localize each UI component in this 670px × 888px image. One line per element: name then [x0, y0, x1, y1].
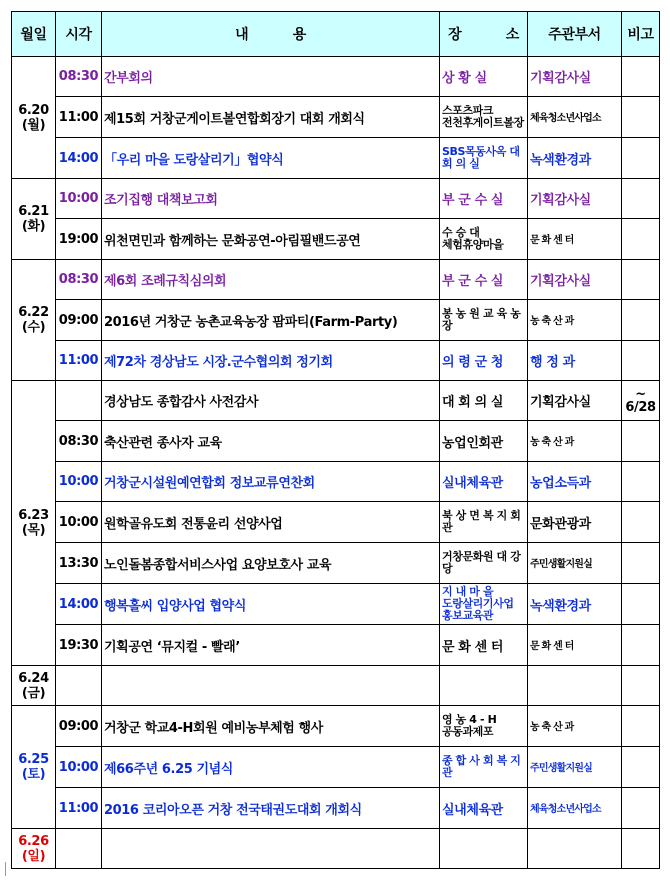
note-cell — [622, 666, 660, 706]
place-text: 실내체육관 — [442, 802, 503, 818]
content-text: 원학골유도회 전통윤리 선양사업 — [104, 516, 283, 532]
note-cell — [622, 584, 660, 625]
content-text: 기획공연 ‘뮤지컬 - 빨래’ — [104, 639, 240, 655]
content-cell — [102, 462, 440, 502]
dept-cell — [528, 747, 622, 788]
note-text: ~ 6/28 — [625, 386, 656, 415]
table-row — [12, 666, 660, 706]
corner-mark-right — [664, 862, 670, 876]
place-cell — [440, 421, 528, 462]
content-cell — [102, 829, 440, 869]
table-row — [12, 543, 660, 584]
dept-text: 문 화 센 터 — [530, 235, 574, 246]
content-cell — [102, 260, 440, 300]
time-text: 13:30 — [58, 555, 99, 571]
dept-text: 농 축 산 과 — [530, 316, 574, 327]
place-cell — [440, 666, 528, 706]
place-text: 영 농 4 - H 공동과제포 — [442, 713, 497, 738]
time-text: 08:30 — [58, 433, 99, 449]
time-text: 08:30 — [58, 272, 99, 287]
date-label: 6.20 — [18, 102, 49, 118]
dept-cell — [528, 260, 622, 300]
content-cell — [102, 381, 440, 421]
note-cell — [622, 219, 660, 260]
place-cell — [440, 829, 528, 869]
date-label: 6.26 — [18, 833, 49, 849]
table-row — [12, 502, 660, 543]
dept-cell — [528, 706, 622, 747]
note-cell — [622, 747, 660, 788]
date-cell — [12, 706, 56, 829]
content-text: 제6회 조례규칙심의회 — [104, 274, 227, 289]
place-cell — [440, 747, 528, 788]
date-cell — [12, 260, 56, 381]
dept-cell — [528, 381, 622, 421]
weekday-label: (수) — [21, 320, 46, 335]
place-cell — [440, 219, 528, 260]
schedule-table — [11, 11, 660, 869]
table-row — [12, 747, 660, 788]
content-cell — [102, 300, 440, 341]
header-date: 월일 — [12, 12, 56, 57]
dept-text: 기획감사실 — [530, 395, 591, 410]
dept-cell — [528, 300, 622, 341]
place-cell — [440, 138, 528, 179]
dept-cell — [528, 829, 622, 869]
header-content: 내 용 — [102, 12, 440, 57]
content-cell — [102, 502, 440, 543]
table-row — [12, 788, 660, 829]
place-cell — [440, 462, 528, 502]
weekday-label: (금) — [21, 685, 46, 701]
date-label: 6.24 — [18, 670, 49, 686]
table-row — [12, 138, 660, 179]
note-cell — [622, 543, 660, 584]
time-cell — [56, 341, 102, 381]
dept-text: 농업소득과 — [530, 476, 591, 491]
date-cell — [12, 381, 56, 666]
content-text: 제15회 거창군게이트볼연합회장기 대회 개회식 — [104, 111, 365, 127]
note-cell — [622, 341, 660, 381]
dept-cell — [528, 421, 622, 462]
content-text: 2016 코리아오픈 거창 전국태권도대회 개회식 — [104, 802, 362, 818]
content-text: 거창군시설원예연합회 정보교류연찬회 — [104, 476, 315, 491]
note-cell — [622, 300, 660, 341]
place-text: 수 승 대 체험휴양마을 — [442, 226, 504, 251]
place-text: 북 상 면 복 지 회 관 — [442, 509, 521, 534]
table-row — [12, 97, 660, 138]
table-row — [12, 381, 660, 421]
time-cell — [56, 179, 102, 219]
content-text: 제66주년 6.25 기념식 — [104, 761, 233, 777]
place-text: 농업인회관 — [442, 435, 503, 451]
time-cell — [56, 260, 102, 300]
content-text: 위천면민과 함께하는 문화공연-아림필밴드공연 — [104, 233, 361, 249]
dept-text: 기획감사실 — [530, 193, 591, 208]
dept-cell — [528, 462, 622, 502]
dept-cell — [528, 543, 622, 584]
note-cell — [622, 260, 660, 300]
dept-cell — [528, 666, 622, 706]
content-text: 축산관련 종사자 교육 — [104, 435, 222, 451]
note-cell — [622, 462, 660, 502]
note-cell — [622, 57, 660, 97]
schedule-body — [12, 57, 660, 869]
content-cell — [102, 57, 440, 97]
place-cell — [440, 260, 528, 300]
note-cell — [622, 502, 660, 543]
dept-cell — [528, 584, 622, 625]
header-time: 시각 — [56, 12, 102, 57]
place-cell — [440, 300, 528, 341]
table-row — [12, 625, 660, 666]
time-text: 19:30 — [58, 637, 99, 653]
place-text: 부 군 수 실 — [442, 193, 504, 208]
content-cell — [102, 421, 440, 462]
weekday-label: (토) — [21, 767, 46, 782]
content-cell — [102, 179, 440, 219]
date-cell — [12, 829, 56, 869]
dept-text: 문 화 센 터 — [530, 641, 574, 652]
place-cell — [440, 381, 528, 421]
content-cell — [102, 625, 440, 666]
table-row — [12, 179, 660, 219]
time-cell — [56, 97, 102, 138]
corner-mark-left — [5, 862, 12, 876]
header-dept: 주관부서 — [528, 12, 622, 57]
dept-text: 녹색환경과 — [530, 598, 591, 614]
dept-cell — [528, 57, 622, 97]
place-text: 종 합 사 회 복 지 관 — [442, 754, 521, 779]
date-label: 6.23 — [18, 508, 49, 523]
dept-text: 체육청소년사업소 — [530, 113, 601, 124]
dept-text: 기획감사실 — [530, 274, 591, 289]
place-text: 부 군 수 실 — [442, 274, 504, 289]
place-cell — [440, 502, 528, 543]
date-label: 6.22 — [18, 305, 49, 320]
dept-text: 주민생활지원실 — [530, 559, 593, 570]
note-cell — [622, 829, 660, 869]
table-row — [12, 706, 660, 747]
dept-text: 농 축 산 과 — [530, 437, 574, 448]
header-place: 장 소 — [440, 12, 528, 57]
time-text: 08:30 — [58, 69, 99, 84]
note-cell — [622, 421, 660, 462]
time-text: 10:00 — [58, 191, 99, 206]
header-row — [12, 12, 660, 57]
time-text: 09:00 — [58, 312, 99, 328]
content-cell — [102, 543, 440, 584]
time-text: 09:00 — [58, 718, 99, 734]
place-cell — [440, 706, 528, 747]
content-cell — [102, 706, 440, 747]
place-text: 실내체육관 — [442, 476, 503, 491]
note-cell — [622, 381, 660, 421]
dept-cell — [528, 341, 622, 381]
weekday-label: (화) — [21, 219, 46, 234]
dept-text: 녹색환경과 — [530, 152, 591, 168]
note-cell — [622, 706, 660, 747]
time-cell — [56, 138, 102, 179]
dept-cell — [528, 97, 622, 138]
table-row — [12, 219, 660, 260]
table-row — [12, 421, 660, 462]
content-cell — [102, 584, 440, 625]
content-cell — [102, 747, 440, 788]
place-cell — [440, 341, 528, 381]
place-text: 스포츠파크 전천후게이트볼장 — [442, 104, 524, 129]
place-text: 문 화 센 터 — [442, 639, 504, 655]
place-text: 대 회 의 실 — [442, 395, 504, 410]
place-text: 의 령 군 청 — [442, 355, 504, 370]
time-text: 10:00 — [58, 759, 99, 775]
content-cell — [102, 138, 440, 179]
time-cell — [56, 219, 102, 260]
content-cell — [102, 788, 440, 829]
time-text: 19:00 — [58, 231, 99, 247]
time-text: 11:00 — [58, 800, 99, 816]
date-cell — [12, 666, 56, 706]
place-cell — [440, 625, 528, 666]
place-cell — [440, 179, 528, 219]
note-cell — [622, 138, 660, 179]
table-row — [12, 341, 660, 381]
time-cell — [56, 625, 102, 666]
dept-cell — [528, 138, 622, 179]
content-text: 거창군 학교4-H회원 예비농부체험 행사 — [104, 720, 323, 736]
weekday-label: (일) — [21, 848, 46, 864]
time-cell — [56, 747, 102, 788]
content-text: 2016년 거창군 농촌교육농장 팜파티(Farm-Party) — [104, 314, 398, 330]
content-text: 경상남도 종합감사 사전감사 — [104, 395, 259, 410]
table-row — [12, 57, 660, 97]
place-cell — [440, 788, 528, 829]
time-cell — [56, 706, 102, 747]
place-cell — [440, 584, 528, 625]
time-text: 11:00 — [58, 109, 99, 125]
place-text: SBS목동사옥 대 회 의 실 — [442, 145, 520, 170]
content-cell — [102, 97, 440, 138]
table-row — [12, 584, 660, 625]
dept-cell — [528, 788, 622, 829]
table-row — [12, 462, 660, 502]
time-cell — [56, 543, 102, 584]
place-cell — [440, 543, 528, 584]
time-cell — [56, 300, 102, 341]
time-cell — [56, 788, 102, 829]
dept-text: 농 축 산 과 — [530, 722, 574, 733]
dept-text: 주민생활지원실 — [530, 763, 593, 774]
dept-text: 문화관광과 — [530, 516, 591, 532]
time-text: 10:00 — [58, 474, 99, 489]
dept-cell — [528, 502, 622, 543]
time-cell — [56, 666, 102, 706]
dept-cell — [528, 179, 622, 219]
table-row — [12, 829, 660, 869]
content-text: 제72차 경상남도 시장.군수협의회 정기회 — [104, 355, 333, 370]
content-cell — [102, 219, 440, 260]
note-cell — [622, 625, 660, 666]
dept-text: 행 정 과 — [530, 355, 575, 370]
place-text: 봉 농 원 교 육 농 장 — [442, 307, 521, 332]
place-cell — [440, 97, 528, 138]
place-cell — [440, 57, 528, 97]
time-cell — [56, 57, 102, 97]
place-text: 지 내 마 을 도랑살리기사업 홍보교육관 — [442, 585, 514, 622]
weekday-label: (목) — [21, 523, 46, 538]
date-cell — [12, 57, 56, 179]
dept-cell — [528, 625, 622, 666]
content-text: 노인돌봄종합서비스사업 요양보호사 교육 — [104, 557, 332, 573]
content-cell — [102, 666, 440, 706]
time-cell — [56, 829, 102, 869]
time-cell — [56, 584, 102, 625]
content-text: 「우리 마을 도랑살리기」협약식 — [104, 152, 284, 168]
time-text: 14:00 — [58, 150, 99, 166]
content-text: 행복홀씨 입양사업 협약식 — [104, 598, 246, 614]
time-text: 10:00 — [58, 514, 99, 530]
table-row — [12, 260, 660, 300]
time-text: 14:00 — [58, 596, 99, 612]
content-cell — [102, 341, 440, 381]
time-text: 11:00 — [58, 353, 99, 368]
note-cell — [622, 179, 660, 219]
date-label: 6.25 — [18, 752, 49, 767]
time-cell — [56, 462, 102, 502]
place-text: 상 황 실 — [442, 71, 487, 86]
table-row — [12, 300, 660, 341]
dept-cell — [528, 219, 622, 260]
dept-text: 체육청소년사업소 — [530, 804, 601, 815]
time-cell — [56, 502, 102, 543]
place-text: 거창문화원 대 강 당 — [442, 550, 521, 575]
weekday-label: (월) — [21, 117, 46, 133]
header-note: 비고 — [622, 12, 660, 57]
content-text: 조기집행 대책보고회 — [104, 193, 218, 208]
date-label: 6.21 — [18, 204, 49, 219]
time-cell — [56, 421, 102, 462]
content-text: 간부회의 — [104, 71, 153, 86]
time-cell — [56, 381, 102, 421]
note-cell — [622, 97, 660, 138]
note-cell — [622, 788, 660, 829]
dept-text: 기획감사실 — [530, 71, 591, 86]
date-cell — [12, 179, 56, 260]
